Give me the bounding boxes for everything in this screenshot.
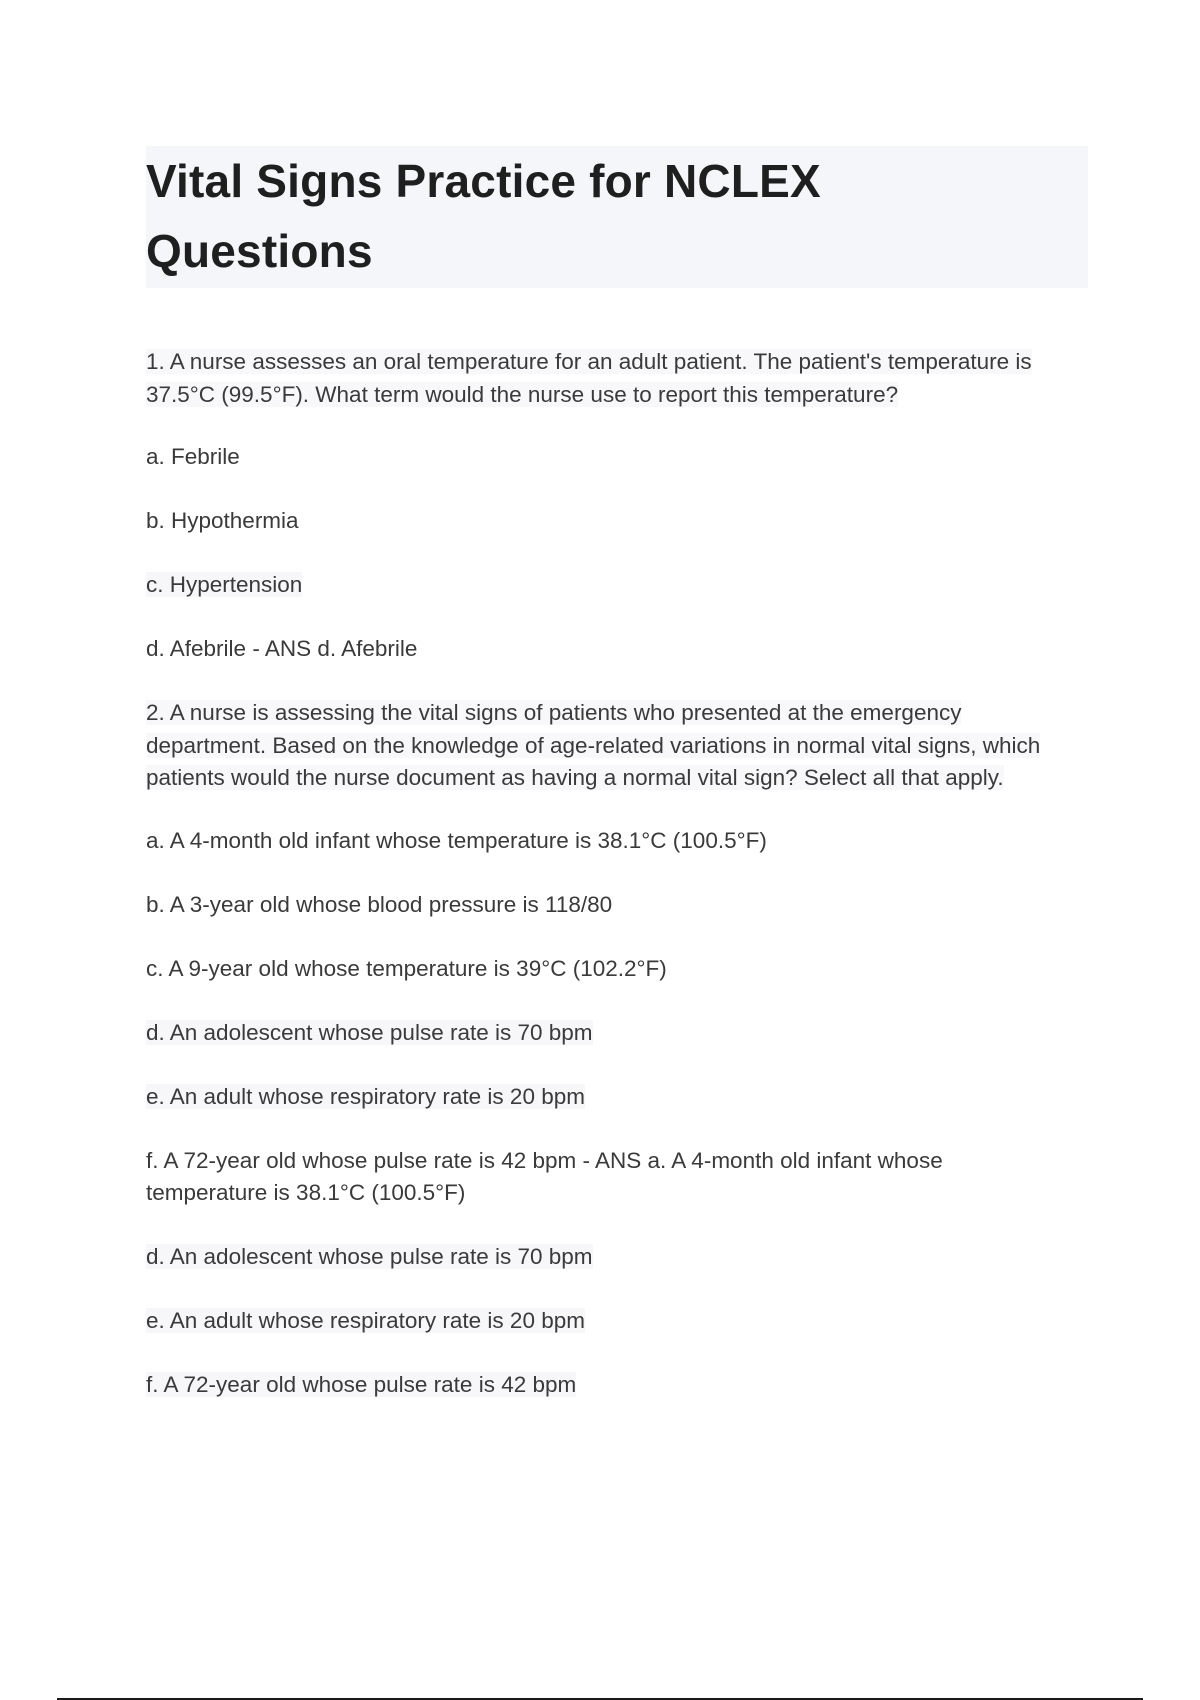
answer-continuation-f [146, 1369, 1092, 1401]
answer-continuation-e [146, 1305, 1092, 1337]
question-2-option-f-answer: f. A 72-year old whose pulse rate is 42 bpm - ANS a. A 4-month old infant whose temperature is 38.1°C (100.5°F) [146, 1147, 943, 1205]
question-1-option-a: a. Febrile [146, 444, 240, 469]
question-1 [146, 346, 1086, 411]
question-2-option-d-text: d. An adolescent whose pulse rate is 70 bpm [146, 1019, 593, 1045]
question-2-option-c: c. A 9-year old whose temperature is 39°C (102.2°F) [146, 955, 667, 981]
question-1-option-b: b. Hypothermia [146, 508, 299, 533]
question-1-stem: 1. A nurse assesses an oral temperature for an adult patient. The patient's temperature is 37.5°C (99.5°F). What term would the nurse use to report this temperature? [146, 349, 1032, 407]
answer-continuation-d-text: d. An adolescent whose pulse rate is 70 bpm [146, 1243, 593, 1269]
question-2-stem: 2. A nurse is assessing the vital signs of patients who presented at the emergency department. Based on the knowledge of age-related variations in normal vital signs, which patients would the nurse document as having a normal vital sign? Select all that apply. [146, 700, 1041, 790]
question-1-option-c-text: c. Hypertension [146, 572, 303, 597]
document-content [146, 346, 1092, 1401]
question-2-option-d [146, 1017, 1092, 1049]
question-2-option-a: a. A 4-month old infant whose temperature is 38.1°C (100.5°F) [146, 827, 767, 853]
question-2-option-e [146, 1081, 1092, 1113]
question-2-option-e-text: e. An adult whose respiratory rate is 20 bpm [146, 1083, 585, 1109]
question-1-option-c [146, 569, 1092, 601]
document-title: Vital Signs Practice for NCLEX Questions [146, 155, 821, 277]
question-2-option-b: b. A 3-year old whose blood pressure is 118/80 [146, 891, 613, 917]
question-2 [146, 697, 1086, 795]
answer-continuation-e-text: e. An adult whose respiratory rate is 20 bpm [146, 1307, 585, 1333]
answer-continuation-f-text: f. A 72-year old whose pulse rate is 42 bpm [146, 1371, 577, 1397]
answer-continuation-d [146, 1241, 1092, 1273]
title-block [146, 146, 1088, 288]
question-1-option-d-answer: d. Afebrile - ANS d. Afebrile [146, 636, 418, 661]
